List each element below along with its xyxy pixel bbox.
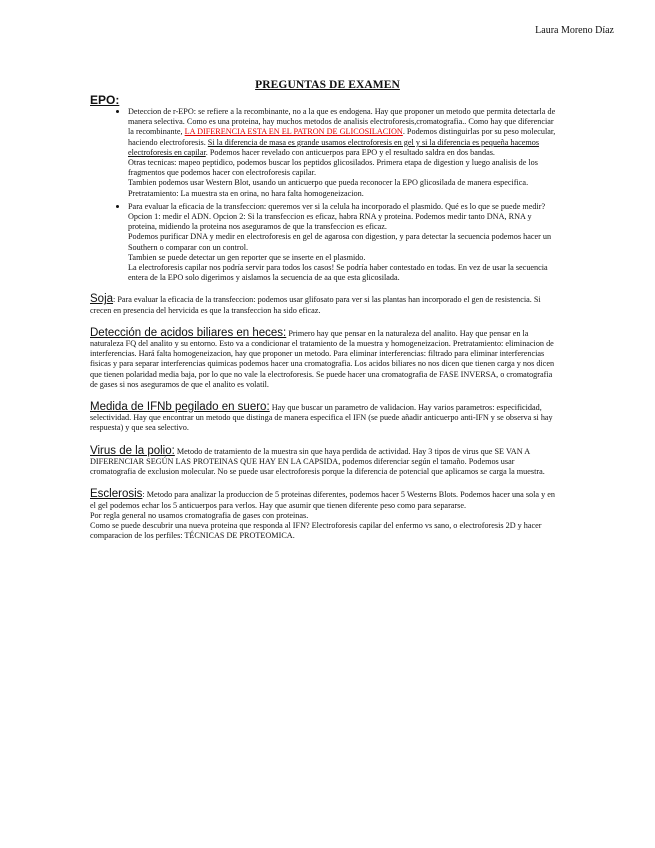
list-item: [128, 201, 560, 284]
text: . Podemos hacer revelado con anticuerpos para EPO y el resultado saldra en dos bandas.: [205, 147, 495, 157]
paragraph: • Para evaluar la eficacia de la transfeccion: queremos ver si la celula ha incorporado el plasmido. Qué es lo que se puede medir? Opcion 1: medir el ADN. Opcion 2: Si la transfeccion es eficaz, habra RNA y proteina. Podemos medir tanto DNA, RNA y proteina, midiendo la proteina nos aseguramos de que la transfeccion es eficaz.: [128, 201, 546, 232]
text: : Metodo para analizar la produccion de 5 proteinas diferentes, podemos hacer 5 Westerns Blots. Podemos hacer una sola y en el gel podemos echar los 5 anticuerpos para verlos. Hay que asumir que tienen diferente peso como para separarse.: [90, 490, 555, 510]
section-heading-ifnb: Medida de IFNb pegilado en suero:: [90, 401, 270, 414]
paragraph: Como se puede descubrir una nueva proteina que responda al IFN? Electroforesis capilar del enfermo vs sano, o electroforesis 2D y hacer comparacion de los perfiles: TÉCNICAS DE PROTEOMICA.: [90, 520, 542, 541]
text: Metodo de tratamiento de la muestra sin que haya perdida de actividad. Hay 3 tipos de virus que SE VAN A DIFERENCIAR SEGÚN LAS PROTEINAS QUE HAY EN LA CAPSIDA, podemos diferenciar según el tamaño. Podemos usar cromatografia de exclusion molecular. No se puede usar electroforesis porque la diferencia de potencial que aplicamos se carga la muestra.: [90, 446, 545, 477]
paragraph: Tambien podemos usar Western Blot, usando un anticuerpo que pueda reconocer la EPO glicosilada de manera especifica.: [128, 178, 529, 188]
paragraph: Por regla general no usamos cromatografia de gases con proteinas.: [90, 510, 309, 520]
underlined-text: Si la diferencia de masa es grande usamos electroforesis en gel y si la diferencia es pequeña hacemos electroforesis en capilar: [128, 137, 540, 157]
text: Hay que buscar un parametro de validacion. Hay varios parametros: especificidad, selectividad. Hay que encontrar un metodo que distinga de manera especifica el IFN (se puede añadir anticuerpo anti-IFN y se observa si hay respuesta) y que sea selectivo.: [90, 403, 553, 433]
page-title: PREGUNTAS DE EXAMEN: [255, 79, 400, 91]
paragraph: [90, 402, 560, 434]
section-heading-epo: EPO:: [90, 93, 120, 107]
document-body: [90, 94, 560, 541]
author-name: Laura Moreno Díaz: [535, 25, 614, 36]
paragraph: [90, 446, 560, 478]
section-heading-acidos: Detección de acidos biliares en heces:: [90, 326, 287, 339]
paragraph: [90, 294, 560, 315]
paragraph: Pretratamiento: La muestra sta en orina, no hara falta homogeneizacion.: [128, 188, 364, 198]
text: Primero hay que pensar en la naturaleza del analito. Hay que pensar en la naturaleza FQ del analito y su entorno. Esto va a condicionar el tratamiento de la muestra y homogeneizacion. Pretratamiento: eliminacion de interferencias. Hará falta homogeneizacion, hay que proponer un metodo. Para eliminar interferencias: filtrado para eliminar interferencias fisicas y para separar interferencias quimicas podemos hacer una cromatografia. Los acidos biliares no nos dicen que tienen carga y nos dicen que tienen polaridad media baja, por lo que no vale la electroforesis. Se puede hacer una cromatografia de FASE INVERSA, o cromatografia de gases si nos aseguramos de que el analito es volatil.: [90, 328, 555, 389]
paragraph: La electroforesis capilar nos podría servir para todos los casos! Se podría haber contestado en todas. En vez de usar la secuencia entera de la EPO solo digerimos y aislamos la secuencia de aa que esta glicosilada.: [128, 263, 548, 283]
list-item: [128, 106, 560, 199]
paragraph: Tambien se puede detectar un gen reporter que se inserte en el plasmido.: [128, 252, 366, 262]
paragraph: [90, 489, 560, 510]
section-heading-polio: Virus de la polio:: [90, 444, 175, 457]
epo-list: [90, 106, 560, 283]
highlight-text: LA DIFERENCIA ESTA EN EL PATRON DE GLICOSILACION: [184, 127, 403, 137]
paragraph: Podemos purificar DNA y medir en electroforesis en gel de agarosa con digestion, y para detectar la secuencia podemos hacer un Southern o comparar con un control.: [128, 232, 552, 252]
section-acidos-biliares: [90, 328, 560, 390]
text: : Para evaluar la eficacia de la transfeccion: podemos usar glifosato para ver si las plantas han incorporado el gen de resistencia. Si crecen en presencia del hervicida es que la transfeccion ha sido eficaz.: [90, 295, 541, 315]
section-ifnb: [90, 402, 560, 434]
text: . Podemos distinguirlas por su peso molecular, haciendo electroforesis.: [128, 127, 556, 147]
section-heading-soja: Soja: [90, 293, 114, 306]
paragraph: Otras tecnicas: mapeo peptidico, podemos buscar los peptidos glicosilados. Primera etapa de digestion y luego analisis de los fragmentos que podemos hacer con electroforesis capilar.: [128, 158, 538, 178]
epo-item1-paragraph: [128, 107, 560, 158]
text: Deteccion de r-EPO: se refiere a la recombinante, no a la que es endogena. Hay que proponer un metodo que permita detectarla de manera selectiva. Como es una proteina, hay muchos metodos de analisis electroforesis,cromatografia.. Como hay que diferenciar la recombinante,: [128, 107, 556, 137]
section-polio: [90, 446, 560, 478]
paragraph: [90, 328, 560, 390]
section-soja: [90, 294, 560, 315]
section-heading-esclerosis: Esclerosis: [90, 488, 143, 501]
section-esclerosis: [90, 489, 560, 541]
